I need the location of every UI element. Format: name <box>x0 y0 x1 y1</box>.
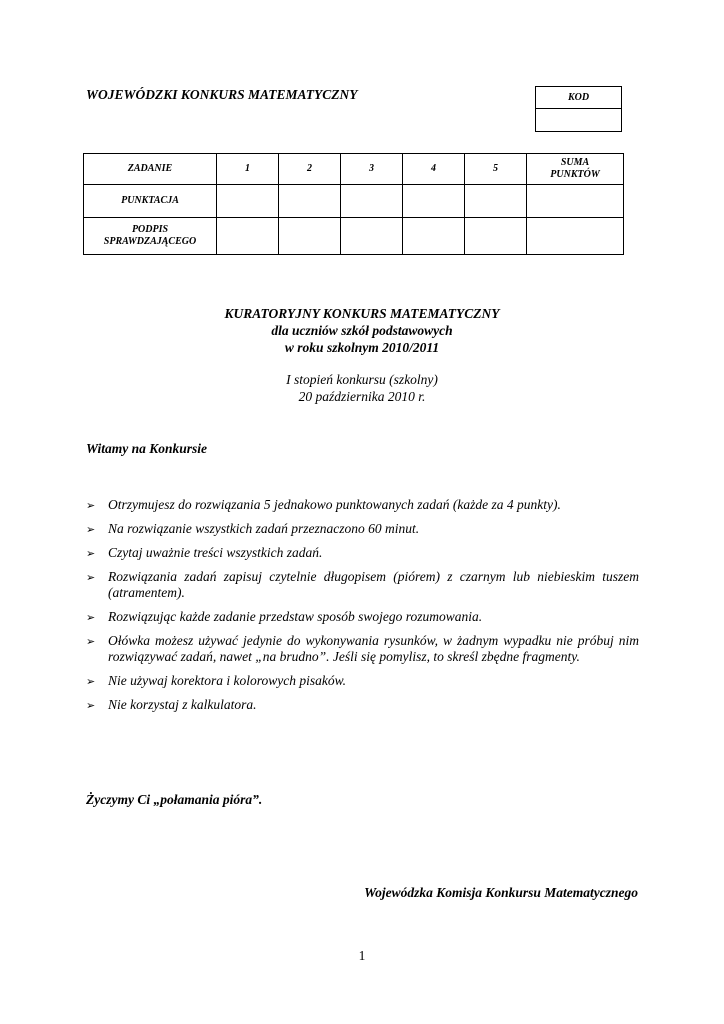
arrow-bullet-icon: ➢ <box>86 548 96 560</box>
arrow-bullet-icon: ➢ <box>86 500 96 512</box>
table-cell <box>279 217 341 254</box>
table-header-cell: SUMA PUNKTÓW <box>527 154 624 185</box>
table-cell <box>341 217 403 254</box>
arrow-bullet-icon: ➢ <box>86 524 96 536</box>
table-header-cell: ZADANIE <box>84 154 217 185</box>
table-cell <box>217 217 279 254</box>
list-item: ➢ Rozwiązując każde zadanie przedstaw sposób swojego rozumowania. <box>86 609 483 624</box>
table-header-cell: 1 <box>217 154 279 185</box>
arrow-bullet-icon: ➢ <box>86 636 96 648</box>
list-item: ➢ Czytaj uważnie treści wszystkich zadań. <box>86 545 323 560</box>
table-row-signature <box>84 217 624 254</box>
wish-text: Życzymy Ci „połamania pióra”. <box>86 792 263 807</box>
table-cell <box>403 185 465 217</box>
table-header-cell: 4 <box>403 154 465 185</box>
list-item: ➢ Nie korzystaj z kalkulatora. <box>86 697 257 712</box>
arrow-bullet-icon: ➢ <box>86 676 96 688</box>
arrow-bullet-icon: ➢ <box>86 612 96 624</box>
table-cell <box>527 217 624 254</box>
row-label: PODPIS SPRAWDZAJĄCEGO <box>84 217 217 254</box>
school-year: w roku szkolnym 2010/2011 <box>284 340 440 355</box>
rules-list <box>86 497 639 721</box>
table-row-points <box>84 185 624 217</box>
table-cell <box>403 217 465 254</box>
code-box <box>535 86 622 132</box>
competition-stage: I stopień konkursu (szkolny) <box>286 372 438 387</box>
list-item: ➢ Rozwiązania zadań zapisuj czytelnie długopisem (piórem) z czarnym lub niebieskim tuszem (atramentem). <box>86 569 639 600</box>
table-header-cell: 5 <box>465 154 527 185</box>
row-label: PUNKTACJA <box>84 185 217 217</box>
competition-header-title: WOJEWÓDZKI KONKURS MATEMATYCZNY <box>86 87 358 102</box>
competition-heading: KURATORYJNY KONKURS MATEMATYCZNY <box>224 306 500 321</box>
list-item: ➢ Ołówka możesz używać jedynie do wykonywania rysunków, w żadnym wypadku nie próbuj nim rozwiązywać zadań, nawet „na brudno”. Jeśli się pomylisz, to skreśl zbędne fragmenty. <box>86 633 639 664</box>
score-table <box>83 153 624 255</box>
table-cell <box>465 217 527 254</box>
page-number: 1 <box>358 948 366 963</box>
table-header-cell: 2 <box>279 154 341 185</box>
table-cell <box>465 185 527 217</box>
code-label: KOD <box>536 87 621 109</box>
list-item: ➢ Otrzymujesz do rozwiązania 5 jednakowo punktowanych zadań (każde za 4 punkty). <box>86 497 561 512</box>
table-header-row <box>84 154 624 185</box>
list-item: ➢ Nie używaj korektora i kolorowych pisaków. <box>86 673 346 688</box>
table-cell <box>279 185 341 217</box>
table-cell <box>341 185 403 217</box>
arrow-bullet-icon: ➢ <box>86 572 96 584</box>
table-cell <box>527 185 624 217</box>
welcome-text: Witamy na Konkursie <box>86 441 208 456</box>
table-header-cell: 3 <box>341 154 403 185</box>
competition-subheading: dla uczniów szkół podstawowych <box>271 323 453 338</box>
table-cell <box>217 185 279 217</box>
arrow-bullet-icon: ➢ <box>86 700 96 712</box>
list-item: ➢ Na rozwiązanie wszystkich zadań przeznaczono 60 minut. <box>86 521 420 536</box>
committee-signature: Wojewódzka Komisja Konkursu Matematycznego <box>364 885 638 900</box>
competition-date: 20 października 2010 r. <box>298 389 426 404</box>
